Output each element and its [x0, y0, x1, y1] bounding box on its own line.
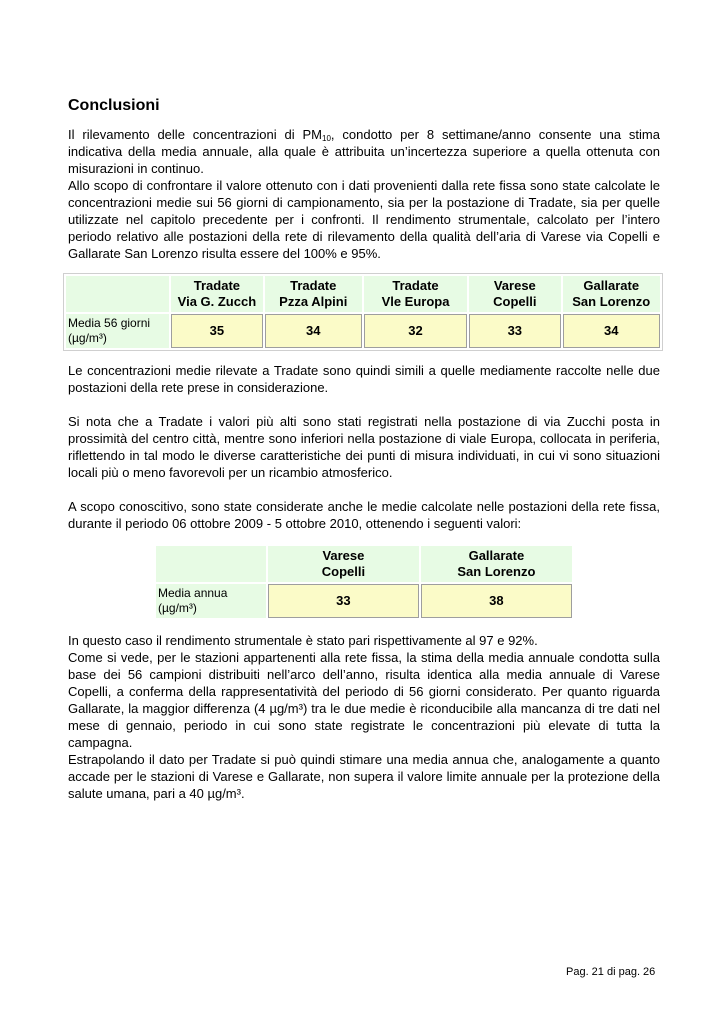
- p1-text-b: , condotto per 8 settimane/anno consente una stima indicativa della media annuale, alla quale è attribuita un’incertezza superiore a quella ottenuta con misurazioni in continuo.: [68, 127, 660, 176]
- table2-value-cell: 33: [268, 584, 419, 618]
- table1-values-row: [66, 314, 660, 348]
- table2-header-gallarate: Gallarate San Lorenzo: [421, 546, 572, 582]
- table2-value-cell: 38: [421, 584, 572, 618]
- table2-header-varese-copelli: Varese Copelli: [268, 546, 419, 582]
- table1-value-cell: 33: [469, 314, 560, 348]
- paragraph-similarity: Le concentrazioni medie rilevate a Tradate sono quindi simili a quelle mediamente raccolte nelle due postazioni della rete prese in considerazione.: [68, 363, 660, 395]
- pm-subscript: 10: [322, 134, 331, 143]
- table2-values-row: [156, 584, 572, 618]
- paragraph-instrument-yield: In questo caso il rendimento strumentale è stato pari rispettivamente al 97 e 92%.: [68, 633, 538, 648]
- p1-text-a: Il rilevamento delle concentrazioni di PM: [68, 127, 323, 142]
- table1-value-cell: 35: [171, 314, 262, 348]
- table1-header-varese-copelli: Varese Copelli: [469, 276, 560, 312]
- paragraph-zucchi-europa: Si nota che a Tradate i valori più alti sono stati registrati nella postazione di via Zucchi posta in prossimità del centro città, mentre sono inferiori nella postazione di viale Europa, collocata in periferia, riflettendo in tal modo le diverse caratteristiche dei punti di misura individuati, in cui vi sono situazioni locali più o meno favorevoli per un ricambio atmosferico.: [68, 414, 660, 480]
- table1-header-tradate-zucchi: Tradate Via G. Zucch: [171, 276, 262, 312]
- table1-value-cell: 32: [364, 314, 467, 348]
- page-number-footer: Pag. 21 di pag. 26: [566, 966, 656, 978]
- paragraph-extrapolation: Estrapolando il dato per Tradate si può quindi stimare una media annua che, analogamente a quanto accade per le stazioni di Varese e Gallarate, non supera il valore limite annuale per la protezione della salute umana, pari a 40 µg/m³.: [68, 752, 660, 801]
- table-annual-averages: [154, 544, 574, 620]
- paragraph-annual-period: A scopo conoscitivo, sono state considerate anche le medie calcolate nelle postazioni della rete fissa, durante il periodo 06 ottobre 2009 - 5 ottobre 2010, ottenendo i seguenti valori:: [68, 499, 660, 531]
- table1-header-tradate-europa: Tradate Vle Europa: [364, 276, 467, 312]
- table1-row-label: Media 56 giorni (µg/m³): [66, 314, 169, 348]
- table2-header-row: [156, 546, 572, 582]
- table1-header-row: [66, 276, 660, 312]
- section-heading: Conclusioni: [68, 97, 160, 114]
- table2-row-label: Media annua (µg/m³): [156, 584, 266, 618]
- table-56-day-averages: [64, 274, 662, 350]
- table2-corner-cell: [156, 546, 266, 582]
- table1-header-gallarate: Gallarate San Lorenzo: [563, 276, 661, 312]
- table1-header-tradate-alpini: Tradate Pzza Alpini: [265, 276, 362, 312]
- table1-value-cell: 34: [563, 314, 661, 348]
- paragraph-comparison: Allo scopo di confrontare il valore ottenuto con i dati provenienti dalla rete fissa sono state calcolate le concentrazioni medie sui 56 giorni di campionamento, sia per la postazione di Tradate, sia per quelle utilizzate nel capitolo precedente per i confronti. Il rendimento strumentale, calcolato per l’intero periodo relativo alle postazioni della rete di rilevamento della qualità dell’aria di Varese via Copelli e Gallarate San Lorenzo risulta essere del 100% e 95%.: [68, 178, 660, 261]
- table1-corner-cell: [66, 276, 169, 312]
- table1-value-cell: 34: [265, 314, 362, 348]
- page-content: [68, 96, 660, 802]
- paragraph-annual-estimate: Come si vede, per le stazioni appartenenti alla rete fissa, la stima della media annuale condotta sulla base dei 56 campioni distribuiti nell’arco dell’anno, risulta identica alla media annuale di Varese Copelli, a conferma della rappresentatività del periodo di 56 giorni considerato. Per quanto riguarda Gallarate, la maggior differenza (4 µg/m³) tra le due medie è riconducibile alla mancanza di tre dati nel mese di gennaio, periodo in cui sono state registrate le concentrazioni più elevate di tutta la campagna.: [68, 650, 660, 750]
- paragraph-pm10-intro: [68, 126, 660, 177]
